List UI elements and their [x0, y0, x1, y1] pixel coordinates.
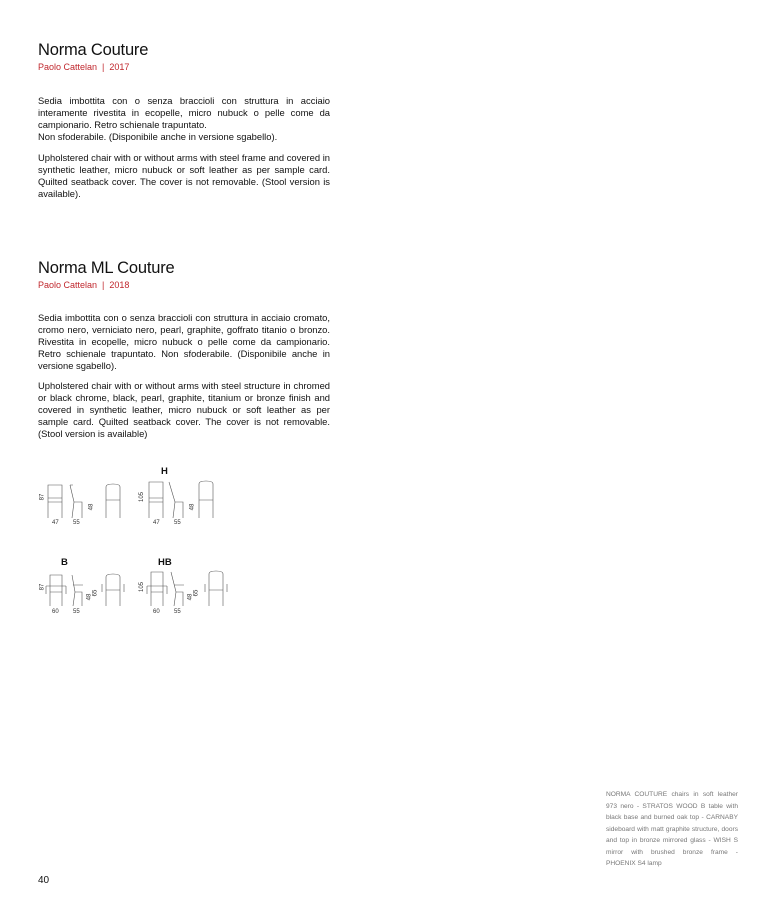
- design-year: 2018: [109, 280, 130, 290]
- dimension-arms: 65: [193, 589, 200, 597]
- dimension-width: 60: [153, 609, 160, 615]
- product-title: Norma ML Couture: [38, 259, 175, 277]
- dimension-seat: 48: [189, 503, 196, 511]
- page-number: 40: [38, 875, 50, 886]
- variant-label: H: [161, 466, 168, 477]
- description-english: Upholstered chair with or without arms with steel frame and covered in synthetic leather, micro nubuck or soft leather as per sample card. Quilted seatback cover. The cover is not removable. (Stool version is available).: [38, 152, 330, 200]
- dimension-width: 47: [52, 520, 59, 526]
- dimension-arms: 65: [92, 589, 99, 597]
- dimension-seat: 48: [88, 503, 95, 511]
- variant-label: B: [61, 557, 68, 568]
- dimension-depth: 55: [73, 520, 80, 526]
- dimension-depth: 55: [174, 520, 181, 526]
- dimension-width: 60: [52, 609, 59, 615]
- dimension-height: 87: [39, 583, 46, 591]
- dimension-height: 105: [139, 491, 146, 503]
- designer-credit: Paolo Cattelan | 2017: [38, 62, 130, 72]
- designer-credit: Paolo Cattelan | 2018: [38, 280, 130, 290]
- chair-drawing-hb: [137, 570, 237, 620]
- dimension-seat: 48: [187, 593, 194, 601]
- chair-drawing-standard: [36, 480, 136, 530]
- designer-name: Paolo Cattelan: [38, 62, 98, 72]
- dimension-height: 105: [139, 581, 146, 593]
- variant-label: HB: [158, 557, 172, 568]
- dimension-width: 47: [153, 520, 160, 526]
- product-title: Norma Couture: [38, 41, 149, 59]
- description-english: Upholstered chair with or without arms with steel structure in chromed or black chrome, black, pearl, graphite, titanium or bronze finish and covered in synthetic leather, micro nubuck or soft leather as per sample card. Quilted seatback cover. The cover is not removable. (Stool version is available): [38, 380, 330, 440]
- photo-caption: NORMA COUTURE chairs in soft leather 973 nero - STRATOS WOOD B table with black base and burned oak top - CARNABY sideboard with matt graphite structure, doors and top in bronze mirrored glass - WISH S mirror with brushed bronze frame - PHOENIX S4 lamp: [606, 791, 738, 867]
- dimension-depth: 55: [174, 609, 181, 615]
- designer-name: Paolo Cattelan: [38, 280, 98, 290]
- description-italian: Sedia imbottita con o senza braccioli con struttura in acciaio interamente rivestita in ecopelle, micro nubuck o pelle come da campionario. Retro schienale trapuntato. Non sfoderabile. (Disponibile anche in versione sgabello).: [38, 95, 330, 143]
- chair-drawing-b: [36, 570, 136, 620]
- design-year: 2017: [109, 62, 130, 72]
- dimension-seat: 48: [86, 593, 93, 601]
- description-italian: Sedia imbottita con o senza braccioli con struttura in acciaio cromato, cromo nero, verniciato nero, pearl, graphite, goffrato titanio o bronzo. Rivestita in ecopelle, micro nubuck o pelle come da campionario. Retro schienale trapuntato. Non sfoderabile. (Disponibile anche in versione sgabello).: [38, 312, 330, 372]
- dimension-depth: 55: [73, 609, 80, 615]
- dimension-height: 87: [39, 493, 46, 501]
- chair-drawing-h: [137, 480, 237, 530]
